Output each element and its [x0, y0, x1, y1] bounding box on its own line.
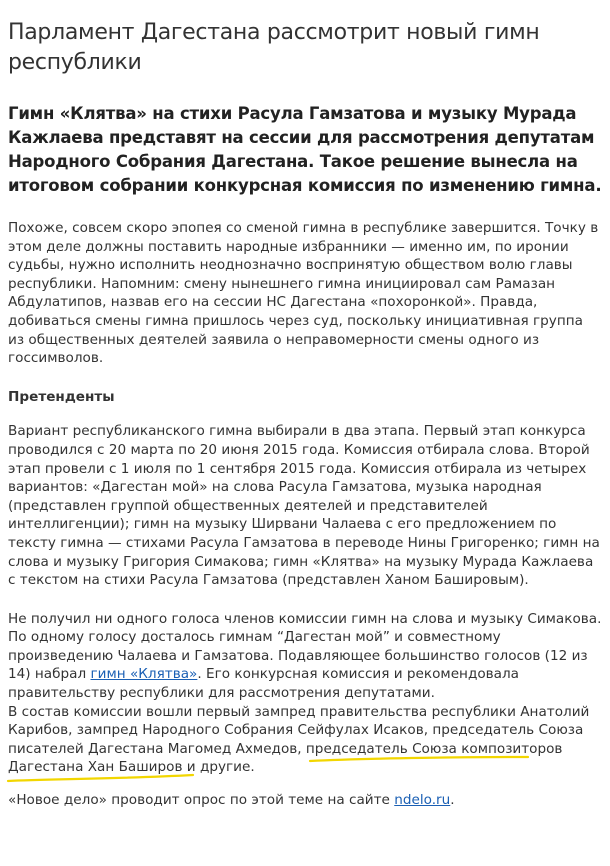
commission-text-start: В состав комиссии вошли первый зампред правительства республики Анатолий Карибов, зампред Народного Собрания Сейфулах Исаков, председатель Союза писателей Дагестана Магомед Ахмедов,: [8, 703, 590, 757]
commission-text-end: и другие.: [182, 759, 255, 776]
footer-period: .: [450, 792, 455, 809]
highlighted-text: председатель Союза композиторов Дагестана Хан Баширов: [8, 740, 563, 776]
footer-note: [8, 791, 602, 810]
article-title: Парламент Дагестана рассмотрит новый гимн республики: [8, 20, 540, 75]
voting-text-end: . Его конкурсная комиссия и рекомендовала правительству республики для рассмотрения депутатами.: [8, 666, 520, 702]
paragraph-commission: [8, 703, 602, 777]
article-lead: Гимн «Клятва» на стихи Расула Гамзатова и музыку Мурада Кажлаева представят на сессии для рассмотрения депутатам Народного Собрания Дагестана. Такое решение вынесла на итоговом собрании конкурсная комиссия по изменению гимна.: [8, 104, 602, 195]
footer-text: «Новое дело» проводит опрос по этой теме на сайте: [8, 792, 395, 809]
paragraph-stages: Вариант республиканского гимна выбирали в два этапа. Первый этап конкурса проводился с 20 марта по 20 июня 2015 года. Комиссия отбирала слова. Второй этап провели с 1 июля по 1 сентября 2015 года. Комиссия отбирала из четырех вариантов: «Дагестан мой» на слова Расула Гамзатова, музыка народная (представлен группой общественных деятелей и представителей интеллигенции); гимн на музыку Ширвани Чалаева с его предложением по тексту гимна — стихами Расула Гамзатова в переводе Нины Григоренко; гимн на слова и музыку Григория Симакова; гимн «Клятва» на музыку Мурада Кажлаева с текстом на стихи Расула Гамзатова (представлен Ханом Башировым).: [8, 423, 600, 589]
subheading-candidates: Претенденты: [8, 388, 115, 405]
paragraph-voting: [8, 610, 602, 703]
anthem-link[interactable]: гимн «Клятва»: [90, 666, 198, 683]
paragraph-intro: Похоже, совсем скоро эпопея со сменой гимна в республике завершится. Точку в этом деле должны поставить народные избранники — именно им, по иронии судьбы, нужно исполнить неоднозначно воспринятую обществом волю главы республики. Напомним: смену нынешнего гимна инициировал сам Рамазан Абдулатипов, назвав его на сессии НС Дагестана «похоронкой». Правда, добиваться смены гимна пришлось через суд, поскольку инициативная группа из общественных деятелей заявила о неправомерности смены одного из госсимволов.: [8, 220, 599, 367]
voting-text-start: Не получил ни одного голоса членов комиссии гимн на слова и музыку Симакова. По одному голосу досталось гимнам “Дагестан мой” и совместному произведению Чалаева и Гамзатова. Подавляющее большинство голосов (12 из 14) набрал: [8, 610, 602, 683]
ndelo-link[interactable]: ndelo.ru: [394, 792, 451, 809]
